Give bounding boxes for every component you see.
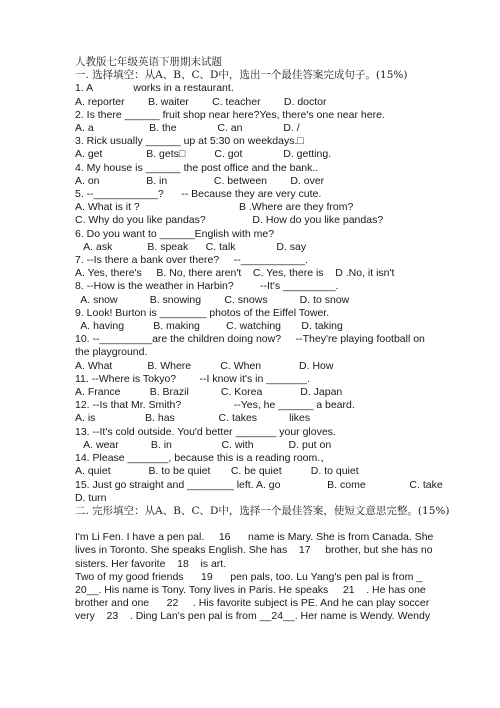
section-1-questions [75, 82, 443, 505]
question-line: A. is B. has C. takes likes [75, 412, 311, 425]
passage-line: brother and one 22 . His favorite subject is PE. And he can play soccer [75, 597, 430, 610]
passage-line: I'm Li Fen. I have a pen pal. 16 name is Mary. She is from Canada. She [75, 531, 434, 544]
question-line: 3. Rick usually ______ up at 5:30 on weekdays.□ [75, 135, 304, 148]
question-line: 11. --Where is Tokyo? --I know it's in _______. [75, 372, 311, 385]
question-line: 9. Look! Burton is ________ photos of the Eiffel Tower. [75, 306, 330, 319]
question-line: A. quiet B. to be quiet C. be quiet D. to quiet [75, 465, 359, 478]
question-line: 10. --_________are the children doing now? --They're playing football on [75, 333, 425, 346]
question-line: A. reporter B. waiter C. teacher D. doctor [75, 95, 327, 108]
question-line: 2. Is there ______ fruit shop near here?Yes, there's one near here. [75, 108, 385, 121]
section-1-heading: 一. 选择填空：从A、B、C、D中，选出一个最佳答案完成句子。(15%) [75, 69, 408, 82]
document-title: 人教版七年级英语下册期末试题 [75, 56, 222, 68]
passage-line: 20__. His name is Tony. Tony lives in Paris. He speaks 21 . He has one [75, 583, 426, 596]
question-line: A. a B. the C. an D. / [75, 122, 300, 135]
question-line: A. get B. gets□ C. got D. getting. [75, 148, 332, 161]
question-line: 13. --It's cold outside. You'd better _______ your gloves. [75, 425, 336, 438]
question-line: A. What is it ? B .Where are they from? [75, 201, 354, 214]
question-line: 8. --How is the weather in Harbin? --It's _________. [75, 280, 339, 293]
passage-line: lives in Toronto. She speaks English. She has 17 brother, but she has no [75, 544, 433, 557]
question-line: A. wear B. in C. with D. put on [75, 438, 332, 451]
section-2-heading: 二. 完形填空：从A、B、C、D中，选择一个最佳答案，使短文意思完整。(15%) [75, 504, 450, 517]
question-line: 5. --___________? -- Because they are very cute. [75, 188, 322, 201]
passage-line: very 23 . Ding Lan's pen pal is from __24__. Her name is Wendy. Wendy [75, 610, 431, 623]
question-line: D. turn [75, 491, 107, 504]
question-line: A. France B. Brazil C. Korea D. Japan [75, 386, 343, 399]
question-line: 7. --Is there a bank over there? --___________. [75, 254, 308, 267]
question-line: 4. My house is ______ the post office and the bank.. [75, 161, 319, 174]
question-line: 6. Do you want to ______English with me? [75, 227, 275, 240]
blank-spacer [75, 518, 435, 531]
question-line: 14. Please _______, because this is a reading room.、 [75, 452, 331, 465]
question-line: C. Why do you like pandas? D. How do you like pandas? [75, 214, 384, 227]
question-line: A. What B. Where C. When D. How [75, 359, 334, 372]
question-line: 15. Just go straight and ________ left. A. go B. come C. take [75, 478, 443, 491]
question-line: 1. A works in a restaurant. [75, 82, 234, 95]
question-line: 12. --Is that Mr. Smith? --Yes, he ______ a beard. [75, 399, 355, 412]
question-line: A. ask B. speak C. talk D. say [75, 240, 307, 253]
passage-line: sisters. Her favorite 18 is art. [75, 557, 227, 570]
question-line: A. Yes, there's B. No, there aren't C. Yes, there is D .No, it isn't [75, 267, 395, 280]
passage-line: Two of my good friends 19 pen pals, too. Lu Yang's pen pal is from _ [75, 570, 423, 583]
section-2-passage [75, 531, 435, 623]
question-line: the playground. [75, 346, 148, 359]
question-line: A. on B. in C. between D. over [75, 174, 325, 187]
exam-page [75, 56, 450, 624]
question-line: A. snow B. snowing C. snows D. to snow [75, 293, 350, 306]
question-line: A. having B. making C. watching D. taking [75, 320, 343, 333]
